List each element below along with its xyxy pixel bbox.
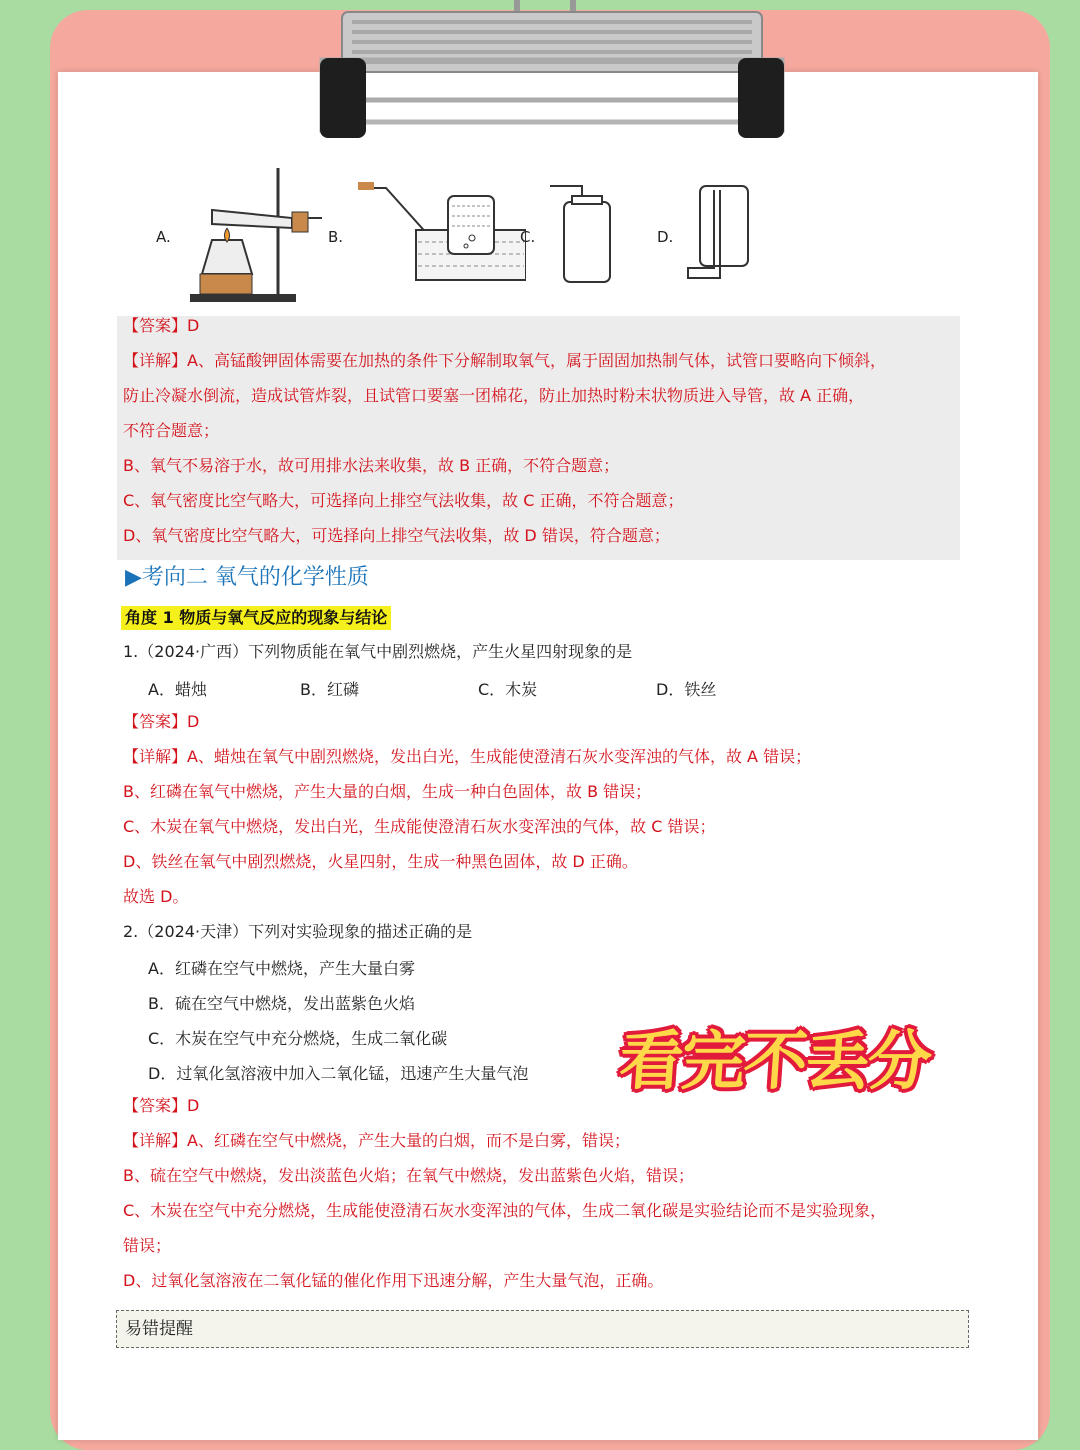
- explanation-line: D、铁丝在氧气中剧烈燃烧，火星四射，生成一种黑色固体，故 D 正确。: [123, 852, 638, 871]
- explanation-line: C、木炭在空气中充分燃烧，生成能使澄清石灰水变浑浊的气体，生成二氧化碳是实验结论而不是实验现象，: [123, 1201, 887, 1220]
- option-d: D．过氧化氢溶液中加入二氧化锰，迅速产生大量气泡: [148, 1064, 529, 1083]
- option-a: A．蜡烛: [148, 680, 207, 699]
- explanation-line: 错误；: [123, 1236, 172, 1255]
- explanation-line: C、氧气密度比空气略大，可选择向上排空气法收集，故 C 正确，不符合题意；: [123, 491, 684, 510]
- clipboard-clip-icon: [312, 0, 792, 150]
- figure-label-a: A.: [156, 228, 171, 246]
- option-c: C．木炭在空气中充分燃烧，生成二氧化碳: [148, 1029, 448, 1048]
- explanation-line: D、氧气密度比空气略大，可选择向上排空气法收集，故 D 错误，符合题意；: [123, 526, 670, 545]
- apparatus-figure: [140, 160, 900, 310]
- question-stem: 2.（2024·天津）下列对实验现象的描述正确的是: [123, 922, 473, 941]
- conclusion-line: 故选 D。: [123, 887, 189, 906]
- option-a: A．红磷在空气中燃烧，产生大量白雾: [148, 959, 415, 978]
- option-b: B．红磷: [300, 680, 359, 699]
- explanation-line: 不符合题意；: [123, 421, 220, 440]
- option-d: D．铁丝: [656, 680, 717, 699]
- downward-air-collection-icon: [686, 184, 756, 284]
- angle-label: 角度 1 物质与氧气反应的现象与结论: [121, 606, 391, 630]
- explanation-line: 【详解】A、高锰酸钾固体需要在加热的条件下分解制取氧气，属于固固加热制气体，试管口要略向下倾斜，: [123, 351, 886, 370]
- figure-label-c: C.: [520, 228, 536, 246]
- water-collection-icon: [356, 180, 526, 290]
- explanation-line: B、红磷在氧气中燃烧，产生大量的白烟，生成一种白色固体，故 B 错误；: [123, 782, 652, 801]
- upward-air-collection-icon: [544, 184, 614, 284]
- answer-label: 【答案】D: [123, 1096, 200, 1115]
- heating-apparatus-icon: [182, 166, 332, 306]
- option-b: B．硫在空气中燃烧，发出蓝紫色火焰: [148, 994, 415, 1013]
- tip-box: [116, 1310, 969, 1348]
- answer-label: 【答案】D: [123, 316, 200, 335]
- explanation-line: 【详解】A、红磷在空气中燃烧，产生大量的白烟，而不是白雾，错误；: [123, 1131, 630, 1150]
- explanation-line: D、过氧化氢溶液在二氧化锰的催化作用下迅速分解，产生大量气泡，正确。: [123, 1271, 664, 1290]
- answer-label: 【答案】D: [123, 712, 200, 731]
- explanation-line: C、木炭在氧气中燃烧，发出白光，生成能使澄清石灰水变浑浊的气体，故 C 错误；: [123, 817, 716, 836]
- tip-label: 易错提醒: [125, 1319, 193, 1339]
- figure-label-b: B.: [328, 228, 344, 246]
- slogan-sticker: 看完不丢分: [616, 1025, 933, 1099]
- explanation-line: 【详解】A、蜡烛在氧气中剧烈燃烧，发出白光，生成能使澄清石灰水变浑浊的气体，故 A 错误；: [123, 747, 812, 766]
- option-c: C．木炭: [478, 680, 538, 699]
- figure-label-d: D.: [657, 228, 674, 246]
- section-title: ▶考向二 氧气的化学性质: [125, 565, 369, 590]
- explanation-line: B、硫在空气中燃烧，发出淡蓝色火焰；在氧气中燃烧，发出蓝紫色火焰，错误；: [123, 1166, 694, 1185]
- explanation-line: B、氧气不易溶于水，故可用排水法来收集，故 B 正确，不符合题意；: [123, 456, 620, 475]
- explanation-line: 防止冷凝水倒流，造成试管炸裂，且试管口要塞一团棉花，防止加热时粉末状物质进入导管，故 A 正确，: [123, 386, 865, 405]
- question-stem: 1.（2024·广西）下列物质能在氧气中剧烈燃烧，产生火星四射现象的是: [123, 642, 633, 661]
